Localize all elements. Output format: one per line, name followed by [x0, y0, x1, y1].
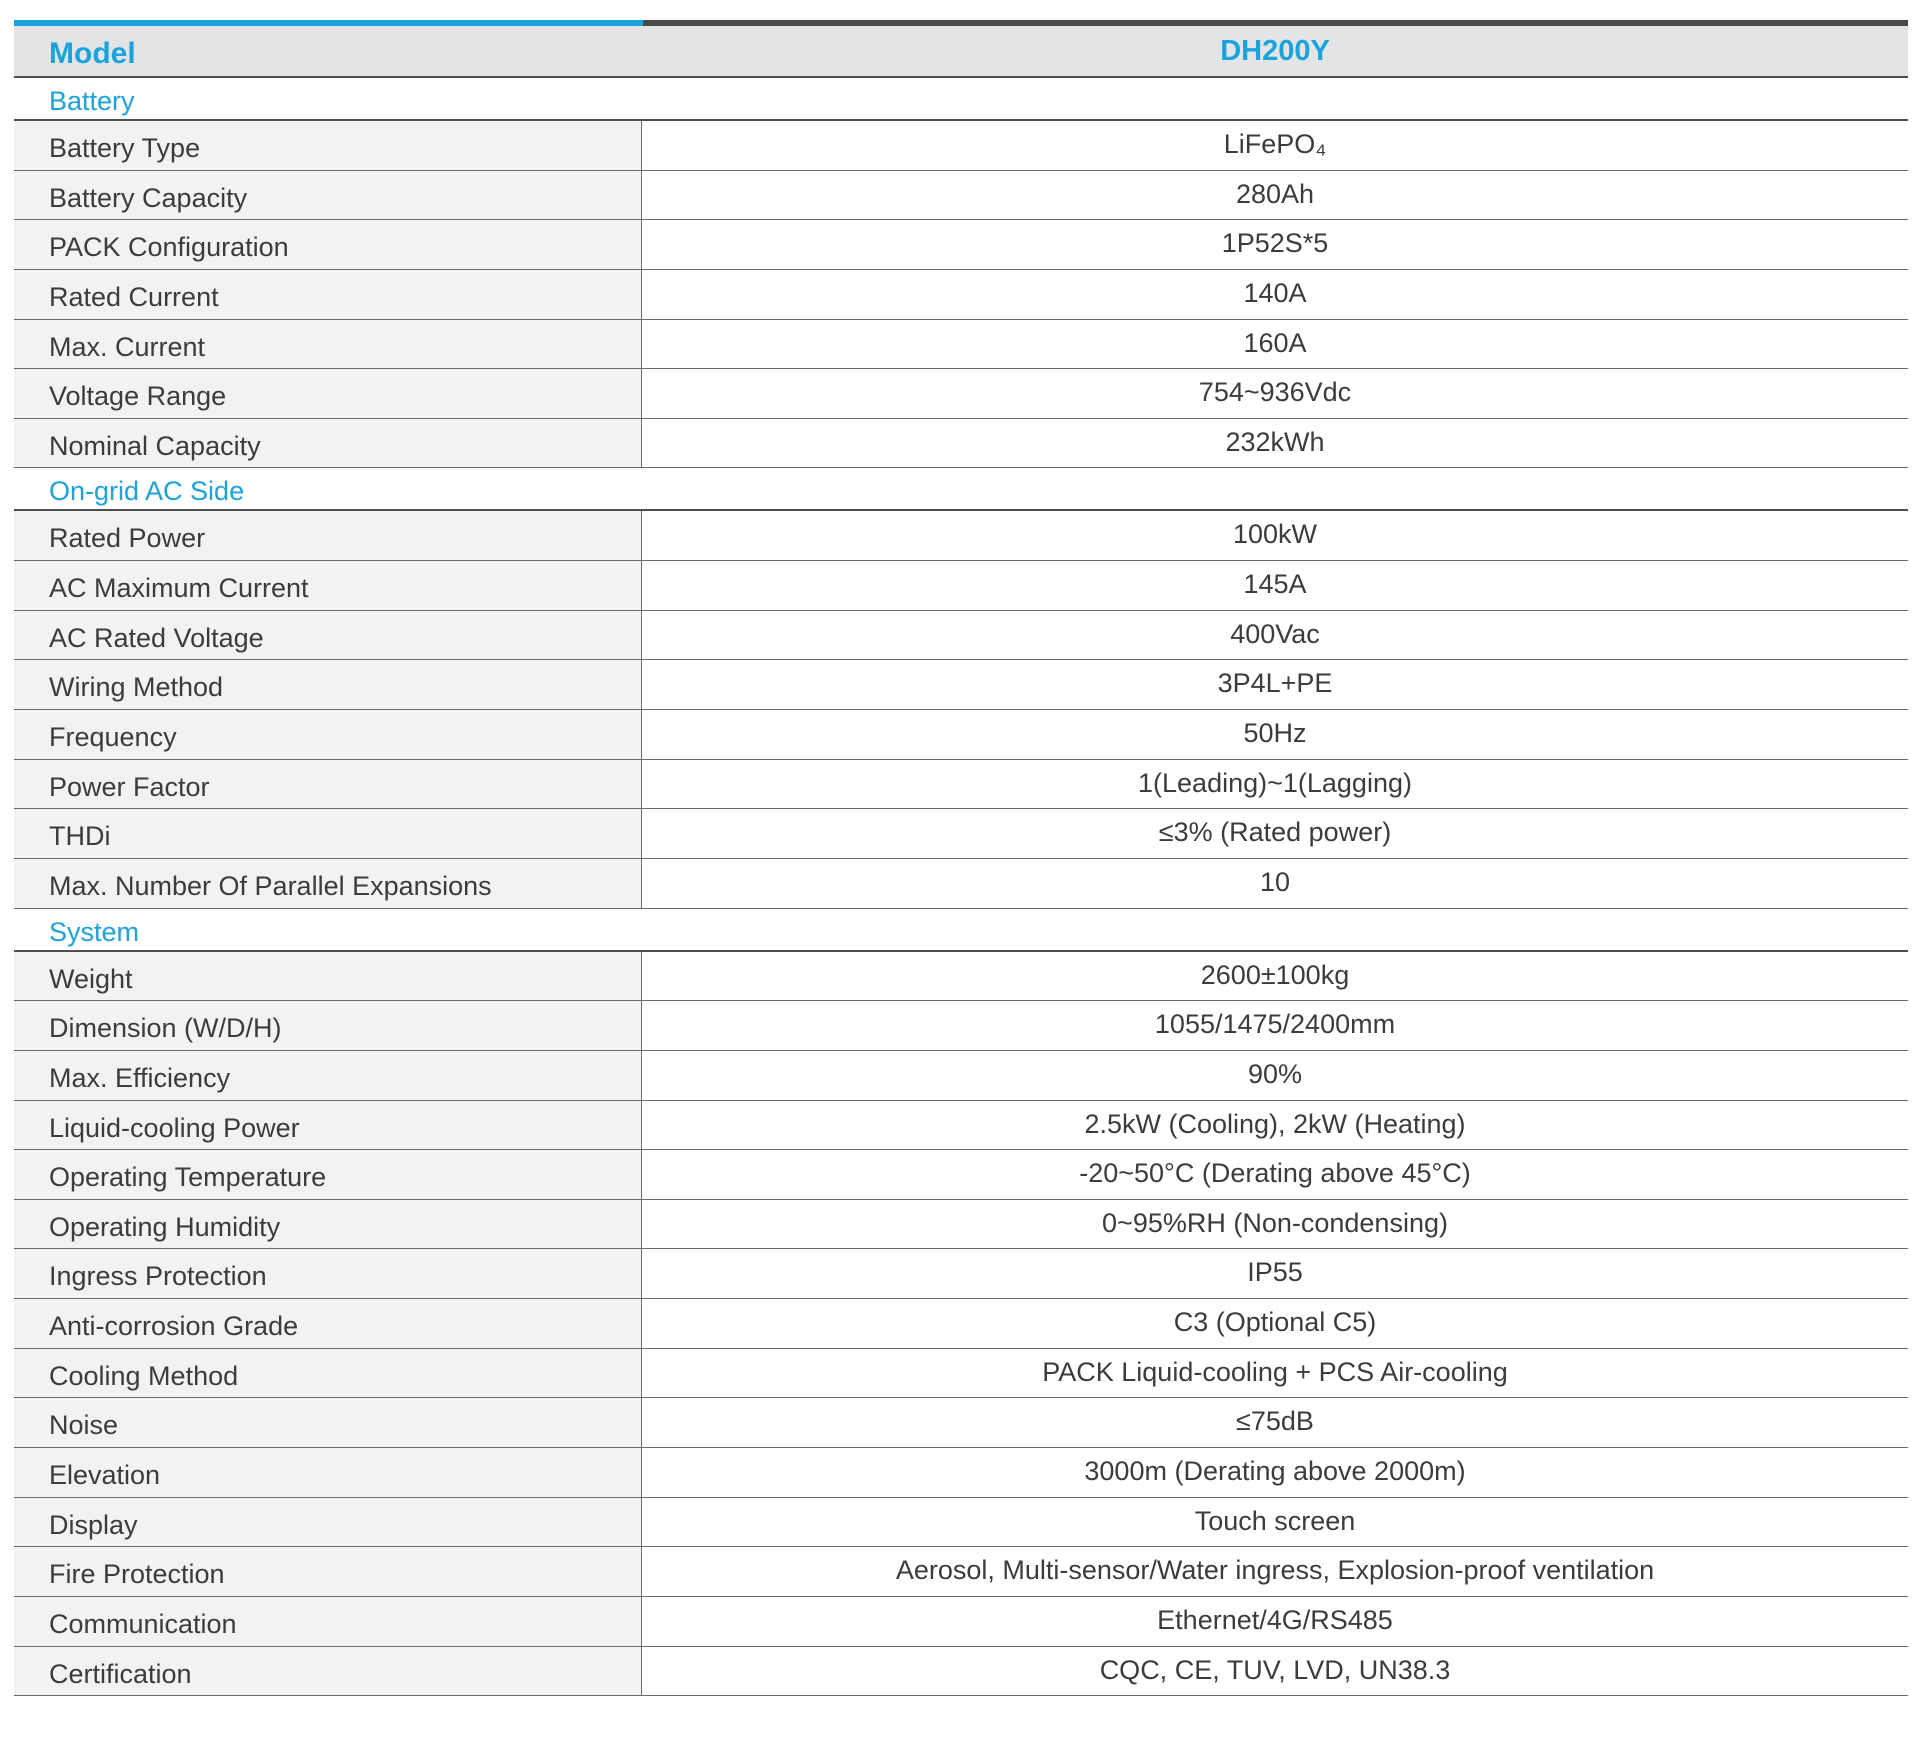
- spec-row: [14, 220, 1908, 270]
- spec-row: [14, 1597, 1908, 1647]
- spec-row: [14, 369, 1908, 419]
- spec-row: [14, 1101, 1908, 1151]
- spec-row: [14, 1448, 1908, 1498]
- spec-label: Noise: [14, 1398, 642, 1447]
- spec-row: [14, 1051, 1908, 1101]
- spec-row: [14, 1647, 1908, 1697]
- spec-row: [14, 1150, 1908, 1200]
- spec-value: 100kW: [642, 511, 1908, 560]
- spec-label: Nominal Capacity: [14, 419, 642, 468]
- spec-sections: [14, 78, 1908, 1696]
- section-heading-battery: Battery: [14, 78, 1908, 121]
- spec-row: [14, 1299, 1908, 1349]
- spec-row: [14, 511, 1908, 561]
- spec-value: 1P52S*5: [642, 220, 1908, 269]
- spec-value: 280Ah: [642, 171, 1908, 220]
- spec-value: PACK Liquid-cooling + PCS Air-cooling: [642, 1349, 1908, 1398]
- spec-value: 2.5kW (Cooling), 2kW (Heating): [642, 1101, 1908, 1150]
- spec-row: [14, 320, 1908, 370]
- spec-label: AC Rated Voltage: [14, 611, 642, 660]
- spec-value: C3 (Optional C5): [642, 1299, 1908, 1348]
- spec-label: Max. Current: [14, 320, 642, 369]
- spec-value: 400Vac: [642, 611, 1908, 660]
- spec-value: ≤75dB: [642, 1398, 1908, 1447]
- spec-label: Fire Protection: [14, 1547, 642, 1596]
- spec-value: 1055/1475/2400mm: [642, 1001, 1908, 1050]
- spec-label: Ingress Protection: [14, 1249, 642, 1298]
- spec-value: 160A: [642, 320, 1908, 369]
- spec-value: LiFePO₄: [642, 121, 1908, 170]
- spec-label: Power Factor: [14, 760, 642, 809]
- section-heading-on-grid-ac-side: On-grid AC Side: [14, 468, 1908, 511]
- spec-label: Max. Efficiency: [14, 1051, 642, 1100]
- spec-value: 140A: [642, 270, 1908, 319]
- spec-value: 1(Leading)~1(Lagging): [642, 760, 1908, 809]
- spec-row: [14, 859, 1908, 909]
- model-header-label: Model: [49, 37, 136, 70]
- spec-value: Aerosol, Multi-sensor/Water ingress, Explosion-proof ventilation: [642, 1547, 1908, 1596]
- spec-label: Anti-corrosion Grade: [14, 1299, 642, 1348]
- spec-label: Elevation: [14, 1448, 642, 1497]
- model-header-value: DH200Y: [1220, 35, 1330, 67]
- spec-value: 90%: [642, 1051, 1908, 1100]
- spec-row: [14, 952, 1908, 1002]
- spec-value: 10: [642, 859, 1908, 908]
- spec-row: [14, 809, 1908, 859]
- spec-label: Liquid-cooling Power: [14, 1101, 642, 1150]
- spec-value: 2600±100kg: [642, 952, 1908, 1001]
- spec-row: [14, 1398, 1908, 1448]
- spec-row: [14, 1001, 1908, 1051]
- spec-value: IP55: [642, 1249, 1908, 1298]
- spec-row: [14, 710, 1908, 760]
- spec-label: Wiring Method: [14, 660, 642, 709]
- spec-value: 232kWh: [642, 419, 1908, 468]
- spec-value: -20~50°C (Derating above 45°C): [642, 1150, 1908, 1199]
- spec-value: 50Hz: [642, 710, 1908, 759]
- spec-value: 0~95%RH (Non-condensing): [642, 1200, 1908, 1249]
- spec-row: [14, 270, 1908, 320]
- spec-label: Operating Humidity: [14, 1200, 642, 1249]
- spec-label: Max. Number Of Parallel Expansions: [14, 859, 642, 908]
- spec-row: [14, 171, 1908, 221]
- spec-row: [14, 760, 1908, 810]
- spec-label: THDi: [14, 809, 642, 858]
- model-header-row: [14, 26, 1908, 78]
- spec-row: [14, 1498, 1908, 1548]
- spec-row: [14, 1249, 1908, 1299]
- spec-value: 3P4L+PE: [642, 660, 1908, 709]
- spec-row: [14, 419, 1908, 469]
- spec-value: Touch screen: [642, 1498, 1908, 1547]
- spec-label: Operating Temperature: [14, 1150, 642, 1199]
- spec-value: Ethernet/4G/RS485: [642, 1597, 1908, 1646]
- section-heading-system: System: [14, 909, 1908, 952]
- spec-label: Weight: [14, 952, 642, 1001]
- spec-row: [14, 611, 1908, 661]
- spec-value: CQC, CE, TUV, LVD, UN38.3: [642, 1647, 1908, 1696]
- spec-row: [14, 121, 1908, 171]
- spec-row: [14, 660, 1908, 710]
- spec-value: 3000m (Derating above 2000m): [642, 1448, 1908, 1497]
- spec-row: [14, 1349, 1908, 1399]
- spec-label: Frequency: [14, 710, 642, 759]
- spec-label: Communication: [14, 1597, 642, 1646]
- spec-label: Dimension (W/D/H): [14, 1001, 642, 1050]
- spec-label: Display: [14, 1498, 642, 1547]
- spec-label: Cooling Method: [14, 1349, 642, 1398]
- spec-label: Certification: [14, 1647, 642, 1696]
- spec-label: PACK Configuration: [14, 220, 642, 269]
- spec-value: 145A: [642, 561, 1908, 610]
- spec-label: Battery Capacity: [14, 171, 642, 220]
- spec-table: [14, 20, 1908, 1696]
- spec-row: [14, 1547, 1908, 1597]
- spec-label: Battery Type: [14, 121, 642, 170]
- spec-label: Rated Power: [14, 511, 642, 560]
- spec-row: [14, 1200, 1908, 1250]
- spec-label: AC Maximum Current: [14, 561, 642, 610]
- spec-row: [14, 561, 1908, 611]
- spec-value: ≤3% (Rated power): [642, 809, 1908, 858]
- spec-value: 754~936Vdc: [642, 369, 1908, 418]
- spec-label: Rated Current: [14, 270, 642, 319]
- spec-label: Voltage Range: [14, 369, 642, 418]
